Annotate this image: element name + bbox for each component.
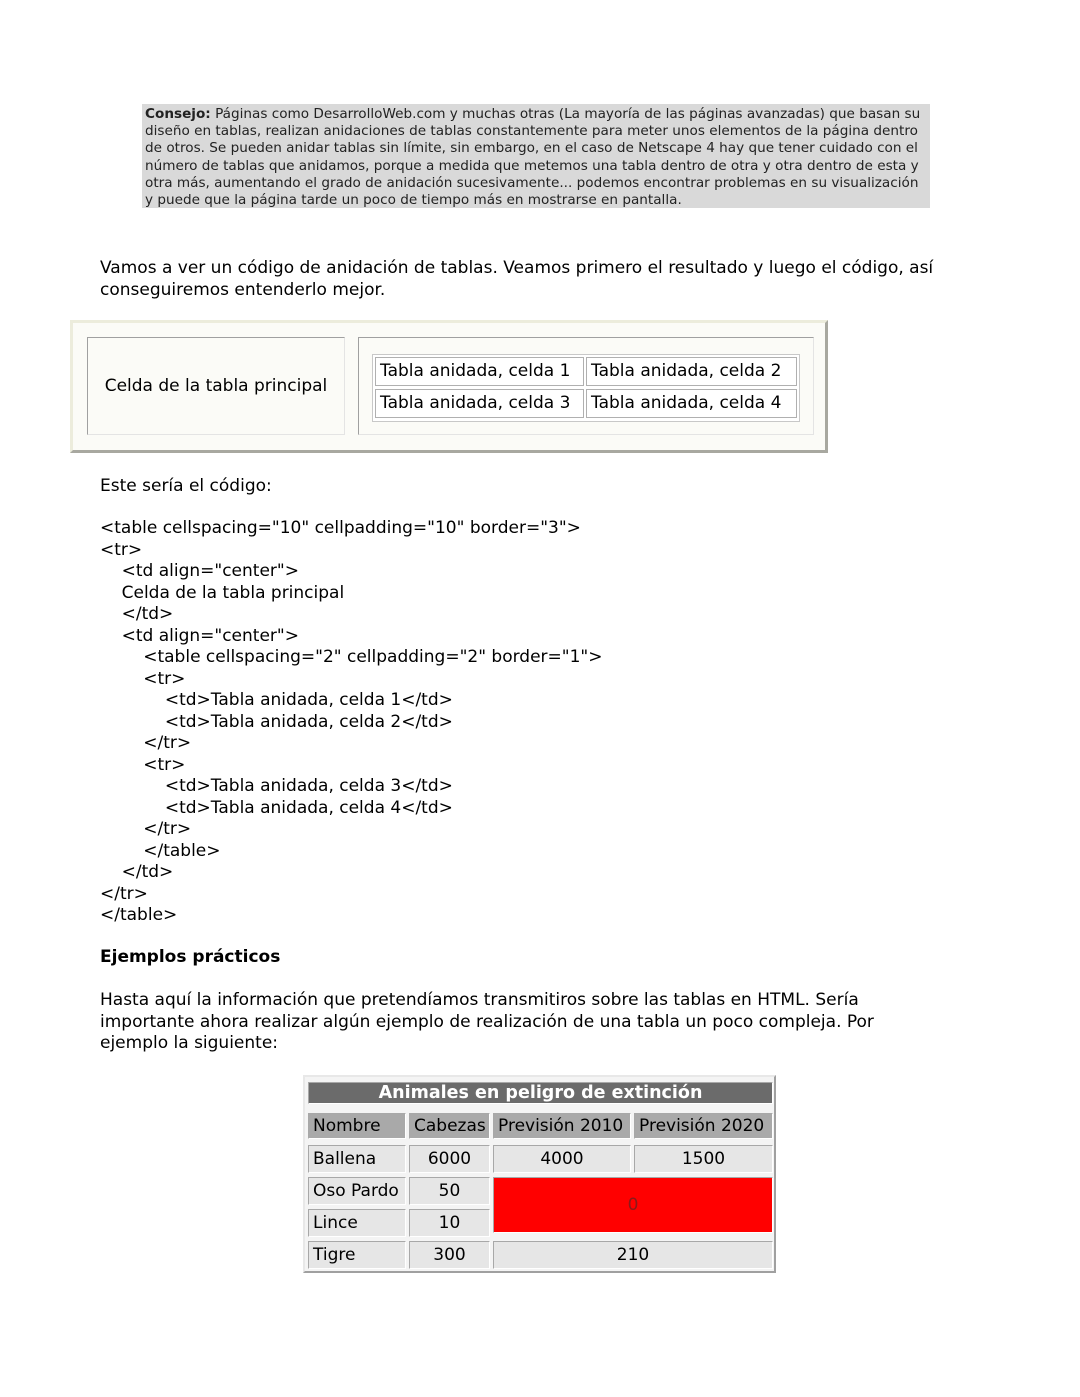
header-cabezas: Cabezas [409,1113,490,1139]
row-ballena-2010: 4000 [493,1145,631,1173]
code-block: <table cellspacing="10" cellpadding="10" border="3"> <tr> <td align="center"> Celda de la tabla principal </td> <td align="center"> <table cellspacing="2" cellpadding="2" border="1"> <tr> <td>Tabla anidada, celda 1</td> <td>Tabla anidada, celda 2</td> </tr> <tr> <td>Tabla anidada, celda 3</td> <td>Tabla anidada, celda 4</td> </tr> </table> </td> </tr> </table> [100,518,603,925]
section-title: Ejemplos prácticos [100,947,281,967]
tip-label: Consejo: [145,106,211,122]
row-oso-heads: 50 [409,1177,490,1205]
merged-tigre-cell: 210 [493,1241,773,1269]
header-nombre: Nombre [308,1113,406,1139]
animals-title: Animales en peligro de extinción [308,1082,773,1104]
animals-table [303,1075,776,1273]
demo-nested-table [372,354,800,422]
row-lince-heads: 10 [409,1209,490,1237]
row-ballena-name: Ballena [308,1145,406,1173]
row-oso-name: Oso Pardo [308,1177,406,1205]
demo-main-cell: Celda de la tabla principal [87,337,345,435]
examples-paragraph: Hasta aquí la información que pretendíamos transmitiros sobre las tablas en HTML. Sería importante ahora realizar algún ejemplo de realización de una tabla un poco compleja. Por ejemplo la siguiente: [100,990,874,1053]
merged-zero-cell: 0 [493,1177,773,1233]
row-tigre-name: Tigre [308,1241,406,1269]
header-prevision-2010: Previsión 2010 [493,1113,631,1139]
row-ballena-heads: 6000 [409,1145,490,1173]
nested-cell-3: Tabla anidada, celda 3 [375,389,584,418]
nested-cell-4: Tabla anidada, celda 4 [586,389,797,418]
tip-box [142,104,930,208]
row-tigre-heads: 300 [409,1241,490,1269]
nested-cell-2: Tabla anidada, celda 2 [586,357,797,386]
intro-paragraph: Vamos a ver un código de anidación de tablas. Veamos primero el resultado y luego el código, así conseguiremos entenderlo mejor. [100,258,934,300]
row-lince-name: Lince [308,1209,406,1237]
tip-text: Páginas como DesarrolloWeb.com y muchas otras (La mayoría de las páginas avanzadas) que basan su diseño en tablas, realizan anidaciones de tablas constantemente para meter unos elementos de la página dentro de otros. Se pueden anidar tablas sin límite, sin embargo, en el caso de Netscape 4 hay que tener cuidado con el número de tablas que anidamos, porque a medida que metemos una tabla dentro de otra y otra dentro de esta y otra más, aumentando el grado de anidación sucesivamente... podemos encontrar problemas en su visualización y puede que la página tarde un poco de tiempo más en mostrarse en pantalla. [145,106,921,209]
demo-nested-cell [358,337,814,435]
nested-cell-1: Tabla anidada, celda 1 [375,357,584,386]
row-ballena-2020: 1500 [634,1145,773,1173]
header-prevision-2020: Previsión 2020 [634,1113,773,1139]
code-label: Este sería el código: [100,476,272,496]
demo-outer-table [70,320,828,453]
